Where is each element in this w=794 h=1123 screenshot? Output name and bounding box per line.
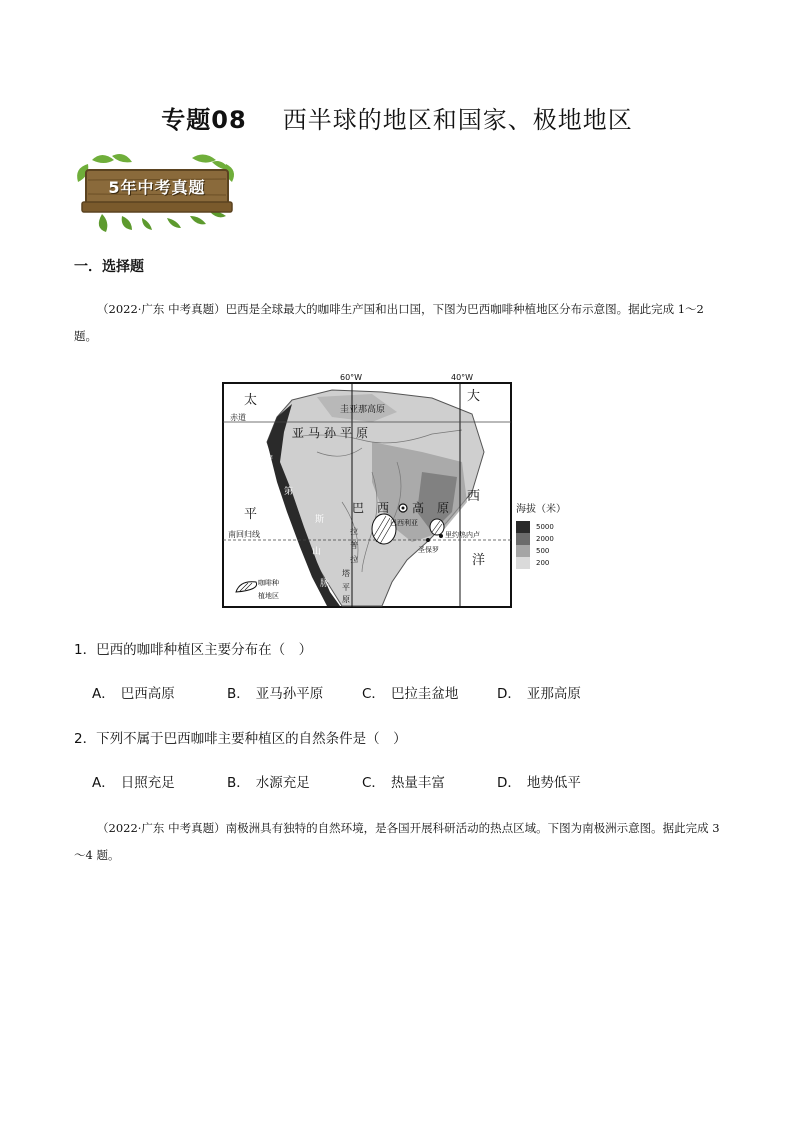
elevation-level-200: 200 xyxy=(536,559,550,567)
q2-option-b[interactable]: B． 水源充足 xyxy=(227,775,310,791)
q2-option-a[interactable]: A． 日照充足 xyxy=(92,775,175,791)
coffee-legend-label-1: 咖啡种 xyxy=(258,579,279,587)
laplata-label-1: 拉 xyxy=(350,527,358,536)
lon-60w-label xyxy=(340,382,365,383)
brazil-coffee-map xyxy=(222,382,512,608)
question-2-options xyxy=(92,771,632,791)
brazil-plateau-label-4: 原 xyxy=(437,501,450,515)
elevation-swatch-200 xyxy=(516,557,530,569)
section-heading: 一．选择题 xyxy=(74,259,144,275)
andes-label-4: 山 xyxy=(312,547,322,557)
brazil-plateau-label-1: 巴 xyxy=(352,501,365,515)
elevation-level-5000: 5000 xyxy=(536,523,554,531)
q1-option-b[interactable]: B． 亚马孙平原 xyxy=(227,686,324,702)
equator-label: 赤道 xyxy=(230,413,246,422)
laplata-label-4: 塔 xyxy=(342,569,350,578)
atlantic-label-1: 大 xyxy=(467,389,481,404)
pacific-label-2: 平 xyxy=(244,507,258,522)
amazon-plain-label: 亚马孙平原 xyxy=(292,426,373,440)
question-2-stem: 2．下列不属于巴西咖啡主要种植区的自然条件是（ ） xyxy=(74,731,407,747)
andes-label-5: 脉 xyxy=(320,579,330,589)
andes-label-2: 第 xyxy=(284,487,294,497)
elevation-level-2000: 2000 xyxy=(536,535,554,543)
brazil-plateau-label-3: 高 xyxy=(412,501,425,515)
elevation-swatch-2000 xyxy=(516,533,530,545)
elevation-legend xyxy=(516,500,586,580)
coffee-legend-label-2: 植地区 xyxy=(258,592,279,600)
atlantic-label-2: 西 xyxy=(467,489,481,504)
guiana-plateau-label: 圭亚那高原 xyxy=(340,405,386,415)
elevation-swatch-500 xyxy=(516,545,530,557)
pacific-label-1: 太 xyxy=(244,393,258,408)
q2-option-d[interactable]: D． 地势低平 xyxy=(497,775,581,791)
andes-label-1: 安 xyxy=(264,455,274,465)
rio-label: 里约热内卢 xyxy=(445,531,480,539)
lon-60w-top-label: 60°W xyxy=(340,373,363,382)
laplata-label-3: 拉 xyxy=(350,555,358,564)
sao-paulo-label: 圣保罗 xyxy=(418,546,439,554)
q1-option-a[interactable]: A． 巴西高原 xyxy=(92,686,175,702)
question-1-options xyxy=(92,682,632,702)
laplata-label-2: 普 xyxy=(350,541,358,550)
q1-option-d[interactable]: D． 亚那高原 xyxy=(497,686,581,702)
elevation-swatch-5000 xyxy=(516,521,530,533)
brasilia-label: 巴西利亚 xyxy=(390,519,418,527)
tropic-label: 南回归线 xyxy=(228,530,260,539)
title-text: 西半球的地区和国家、极地地区 xyxy=(282,106,633,134)
laplata-label-6: 原 xyxy=(342,595,350,604)
q2-option-c[interactable]: C． 热量丰富 xyxy=(362,775,445,791)
q1-option-c[interactable]: C． 巴拉圭盆地 xyxy=(362,686,459,702)
page-title xyxy=(0,100,794,135)
title-number: 专题08 xyxy=(161,106,247,134)
laplata-label-5: 平 xyxy=(342,583,350,592)
question-1-stem: 1．巴西的咖啡种植区主要分布在（ ） xyxy=(74,642,313,658)
brazil-plateau-label-2: 西 xyxy=(377,501,390,515)
question-passage-2: （2022·广东 中考真题）南极洲具有独特的自然环境，是各国开展科研活动的热点区域。下图为南极洲示意图。据此完成 3～4 题。 xyxy=(74,821,720,862)
elevation-level-500: 500 xyxy=(536,547,550,555)
banner-label: 5年中考真题 xyxy=(108,178,206,197)
elevation-legend-title: 海拔（米） xyxy=(516,504,566,515)
lon-40w-top-label: 40°W xyxy=(451,373,474,382)
andes-label-3: 斯 xyxy=(315,515,325,525)
atlantic-label-3: 洋 xyxy=(472,553,486,568)
question-passage-1: （2022·广东 中考真题）巴西是全球最大的咖啡生产国和出口国，下图为巴西咖啡种植地区分布示意图。据此完成 1～2 题。 xyxy=(74,302,704,343)
exam-banner xyxy=(72,152,242,232)
